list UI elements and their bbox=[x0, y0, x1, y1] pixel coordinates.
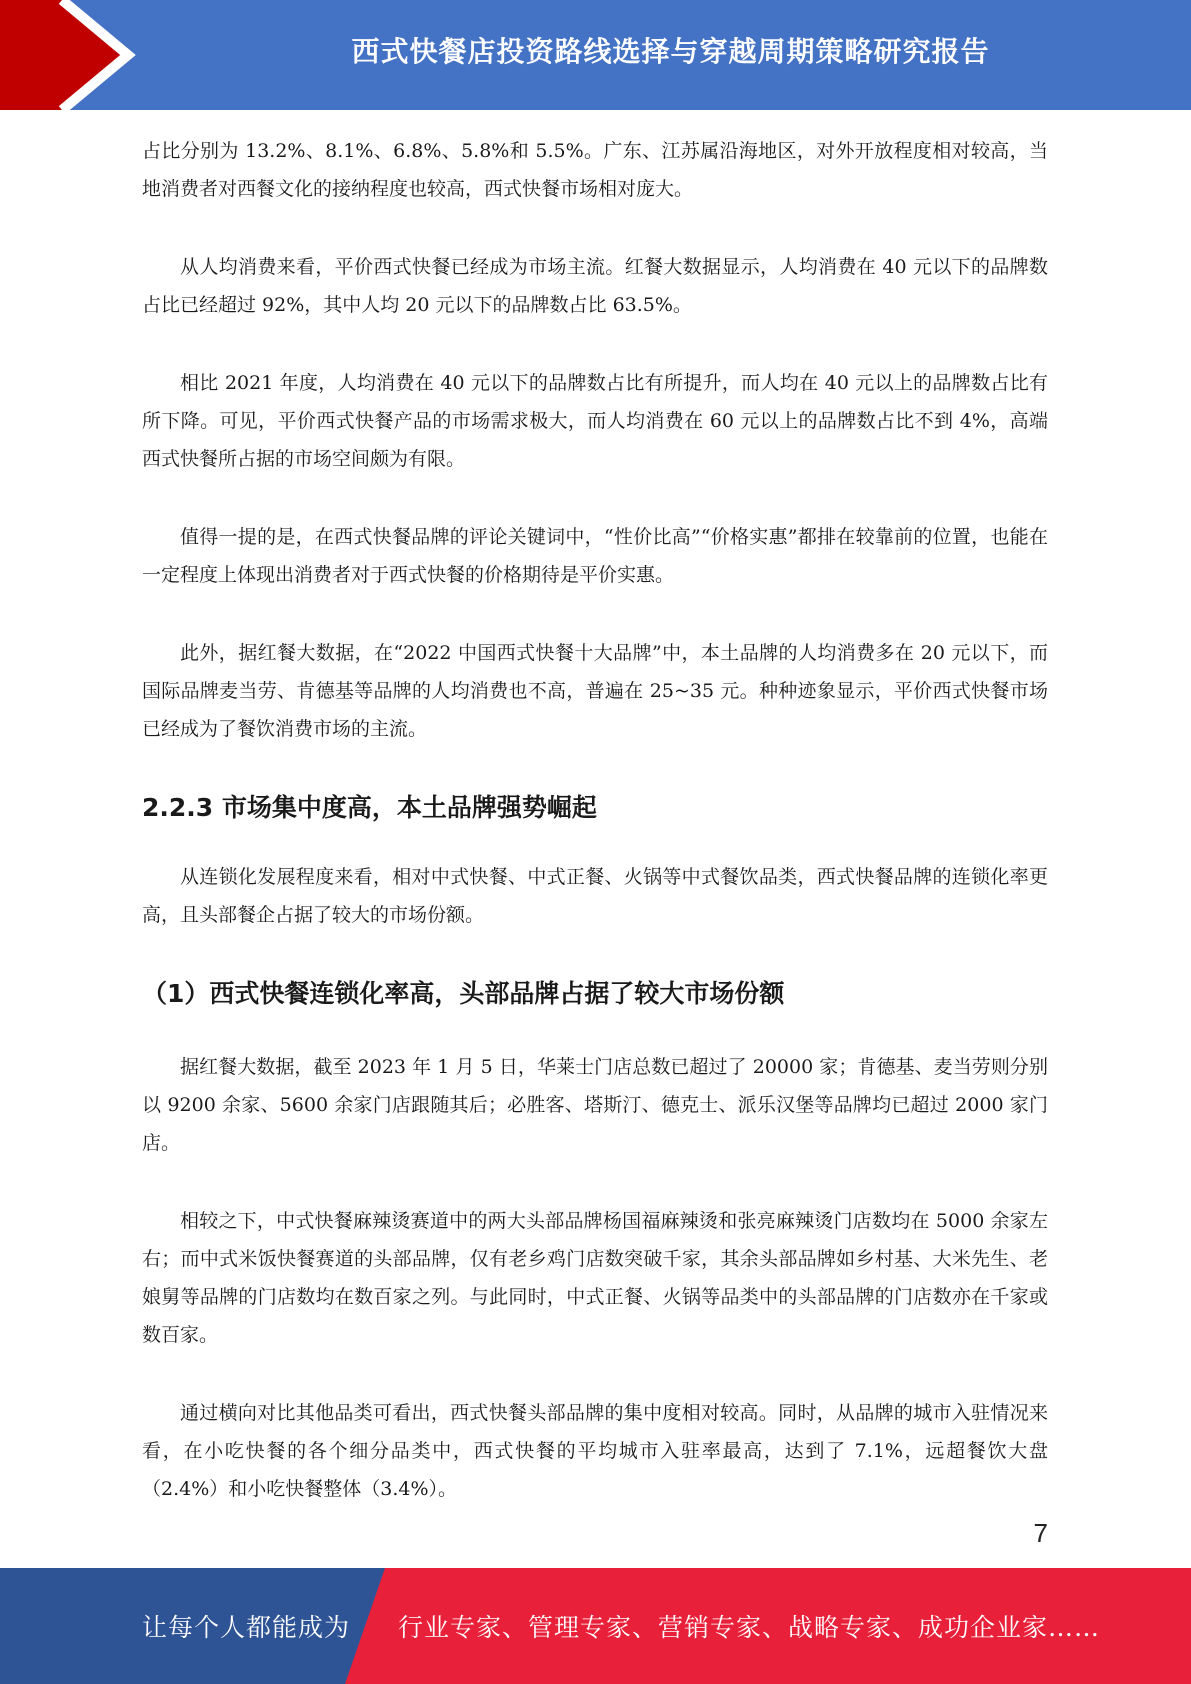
document-body bbox=[142, 132, 1048, 1548]
paragraph: 占比分别为 13.2%、8.1%、6.8%、5.8%和 5.5%。广东、江苏属沿海地区，对外开放程度相对较高，当地消费者对西餐文化的接纳程度也较高，西式快餐市场相对庞大。 bbox=[142, 140, 1048, 200]
header-band bbox=[0, 0, 1191, 110]
paragraph: 相比 2021 年度，人均消费在 40 元以下的品牌数占比有所提升，而人均在 40 元以上的品牌数占比有所下降。可见，平价西式快餐产品的市场需求极大，而人均消费在 60 元以上的品牌数占比不到 4%，高端西式快餐所占据的市场空间颇为有限。 bbox=[142, 372, 1048, 470]
page-number: 7 bbox=[1033, 1518, 1048, 1548]
paragraph: 相较之下，中式快餐麻辣烫赛道中的两大头部品牌杨国福麻辣烫和张亮麻辣烫门店数均在 5000 余家左右；而中式米饭快餐赛道的头部品牌，仅有老乡鸡门店数突破千家，其余头部品牌如乡村基、大米先生、老娘舅等品牌的门店数均在数百家之列。与此同时，中式正餐、火锅等品类中的头部品牌的门店数亦在千家或数百家。 bbox=[142, 1210, 1048, 1346]
paragraph: 从连锁化发展程度来看，相对中式快餐、中式正餐、火锅等中式餐饮品类，西式快餐品牌的连锁化率更高，且头部餐企占据了较大的市场份额。 bbox=[142, 866, 1048, 926]
paragraph: 从人均消费来看，平价西式快餐已经成为市场主流。红餐大数据显示，人均消费在 40 元以下的品牌数占比已经超过 92%，其中人均 20 元以下的品牌数占比 63.5%。 bbox=[142, 256, 1048, 316]
footer-slogan-left: 让每个人都能成为 bbox=[142, 1613, 351, 1642]
report-title: 西式快餐店投资路线选择与穿越周期策略研究报告 bbox=[351, 35, 990, 68]
header-arrow-graphic bbox=[0, 0, 150, 110]
paragraph: 值得一提的是，在西式快餐品牌的评论关键词中，“性价比高”“价格实惠”都排在较靠前的位置，也能在一定程度上体现出消费者对于西式快餐的价格期待是平价实惠。 bbox=[142, 526, 1048, 586]
subsection-heading: （1）西式快餐连锁化率高，头部品牌占据了较大市场份额 bbox=[142, 979, 785, 1008]
footer-slogan-right: 行业专家、管理专家、营销专家、战略专家、成功企业家…… bbox=[398, 1613, 1101, 1642]
paragraph: 据红餐大数据，截至 2023 年 1 月 5 日，华莱士门店总数已超过了 20000 家；肯德基、麦当劳则分别以 9200 余家、5600 余家门店跟随其后；必胜客、塔斯汀、德克士、派乐汉堡等品牌均已超过 2000 家门店。 bbox=[142, 1056, 1048, 1154]
footer-band bbox=[0, 1568, 1191, 1684]
section-heading: 2.2.3 市场集中度高，本土品牌强势崛起 bbox=[142, 793, 597, 822]
paragraph: 通过横向对比其他品类可看出，西式快餐头部品牌的集中度相对较高。同时，从品牌的城市入驻情况来看，在小吃快餐的各个细分品类中，西式快餐的平均城市入驻率最高，达到了 7.1%，远超餐饮大盘（2.4%）和小吃快餐整体（3.4%）。 bbox=[142, 1402, 1048, 1500]
paragraph: 此外，据红餐大数据，在“2022 中国西式快餐十大品牌”中，本土品牌的人均消费多在 20 元以下，而国际品牌麦当劳、肯德基等品牌的人均消费也不高，普遍在 25~35 元。种种迹象显示，平价西式快餐市场已经成为了餐饮消费市场的主流。 bbox=[142, 642, 1048, 740]
